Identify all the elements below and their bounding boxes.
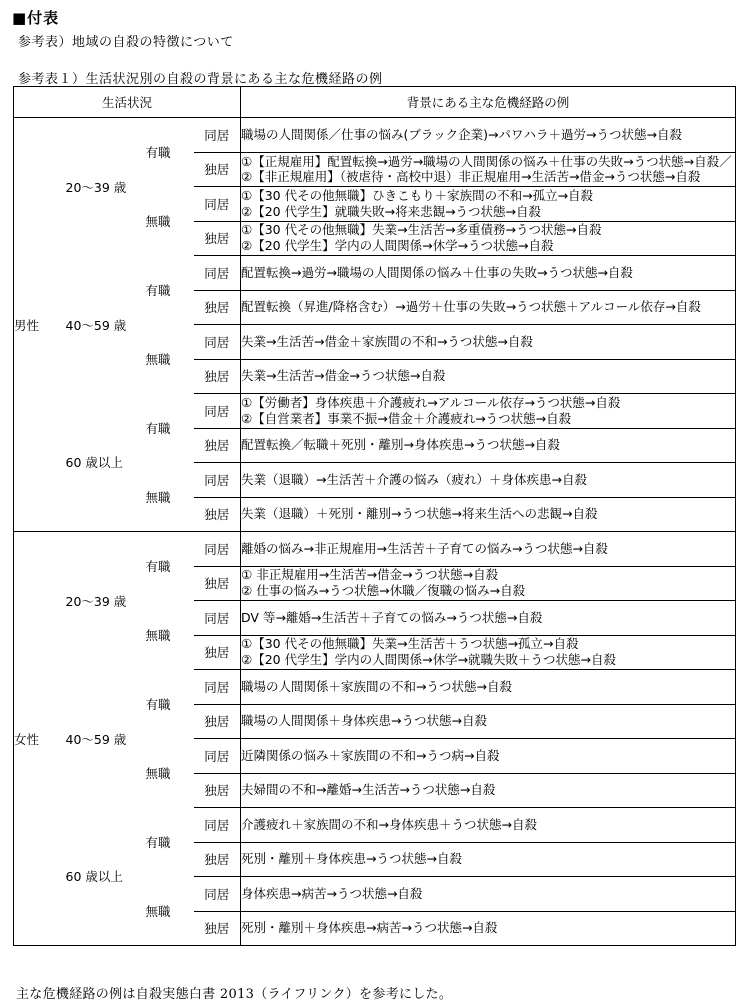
path-cell: 失業→生活苦→借金→うつ状態→自殺 [241,359,736,394]
path-cell: ①【正規雇用】配置転換→過労→職場の人間関係の悩み＋仕事の失敗→うつ状態→自殺／②【非正規雇用】（被虐待・高校中退）非正規雇用→生活苦→借金→うつ状態→自殺 [241,152,736,187]
living-label: 独居 [194,497,241,532]
path-line: ② 仕事の悩み→うつ状態→休職／復職の悩み→自殺 [241,583,526,599]
path-line: ②【20 代学生】学内の人間関係→休学→就職失敗＋うつ状態→自殺 [241,652,617,668]
table-row [14,118,736,153]
path-cell [241,394,736,429]
employment-label: 有職 [145,421,171,436]
living-label: 独居 [194,911,241,946]
employment-label: 無職 [145,214,171,229]
table-row [14,808,736,843]
path-cell: 失業（退職）→生活苦＋介護の悩み（疲れ）＋身体疾患→自殺 [241,463,736,498]
sex-label-female: 女性 [14,532,66,946]
living-label: 同居 [194,739,241,774]
living-label: 同居 [194,463,241,498]
path-cell: 死別・離別＋身体疾患→うつ状態→自殺 [241,842,736,877]
path-cell: 離婚の悩み→非正規雇用→生活苦＋子育ての悩み→うつ状態→自殺 [241,532,736,567]
employment-label: 有職 [145,283,171,298]
path-line: ②【20 代学生】就職失敗→将来悲観→うつ状態→自殺 [241,203,542,219]
path-cell: 失業（退職）＋死別・離別→うつ状態→将来生活への悲観→自殺 [241,497,736,532]
age-label: 40～59 歳 [65,317,127,333]
reference-subheading: 参考表）地域の自殺の特徴について [18,35,234,50]
living-label: 独居 [194,290,241,325]
living-label: 同居 [194,670,241,705]
living-label: 独居 [194,566,241,601]
risk-path-table [13,86,736,946]
living-label: 同居 [194,187,241,222]
path-cell: 配置転換／転職＋死別・離別→身体疾患→うつ状態→自殺 [241,428,736,463]
age-label: 20～39 歳 [65,593,127,609]
living-label: 同居 [194,532,241,567]
age-label: 40～59 歳 [65,731,127,747]
living-label: 同居 [194,601,241,636]
path-cell [241,566,736,601]
path-line: ①【30 代その他無職】失業→生活苦＋うつ状態→孤立→自殺 [241,636,579,652]
table-row [14,532,736,567]
path-cell: 職場の人間関係＋身体疾患→うつ状態→自殺 [241,704,736,739]
employment-label: 無職 [145,766,171,781]
path-cell: 配置転換→過労→職場の人間関係の悩み＋仕事の失敗→うつ状態→自殺 [241,256,736,291]
employment-label: 無職 [145,628,171,643]
path-line: ②【20 代学生】学内の人間関係→休学→うつ状態→自殺 [241,238,554,254]
path-cell: 失業→生活苦→借金＋家族間の不和→うつ状態→自殺 [241,325,736,360]
living-label: 独居 [194,773,241,808]
living-label: 同居 [194,256,241,291]
path-cell [241,187,736,222]
employment-label: 無職 [145,352,171,367]
path-cell: 夫婦間の不和→離婚→生活苦→うつ状態→自殺 [241,773,736,808]
path-cell: 職場の人間関係＋家族間の不和→うつ状態→自殺 [241,670,736,705]
path-cell: 配置転換（昇進/降格含む）→過労＋仕事の失敗→うつ状態＋アルコール依存→自殺 [241,290,736,325]
appendix-heading: ■付表 [12,9,60,27]
path-cell: 死別・離別＋身体疾患→病苦→うつ状態→自殺 [241,911,736,946]
table-title: 参考表１）生活状況別の自殺の背景にある主な危機経路の例 [18,72,383,87]
header-path: 背景にある主な危機経路の例 [241,87,736,118]
living-label: 同居 [194,808,241,843]
living-label: 独居 [194,704,241,739]
living-label: 独居 [194,842,241,877]
age-label: 60 歳以上 [66,808,146,946]
path-cell: 職場の人間関係／仕事の悩み(ブラック企業)→パワハラ＋過労→うつ状態→自殺 [241,118,736,153]
path-cell: DV 等→離婚→生活苦＋子育ての悩み→うつ状態→自殺 [241,601,736,636]
living-label: 同居 [194,877,241,912]
employment-label: 有職 [145,697,171,712]
header-situation: 生活状況 [14,87,241,118]
path-cell: 介護疲れ＋家族間の不和→身体疾患＋うつ状態→自殺 [241,808,736,843]
employment-label: 有職 [145,835,171,850]
living-label: 独居 [194,152,241,187]
living-label: 独居 [194,359,241,394]
path-line: ① 非正規雇用→生活苦→借金→うつ状態→自殺 [241,567,499,583]
source-footnote: 主な危機経路の例は自殺実態白書 2013（ライフリンク）を参考にした。 [16,987,453,1002]
employment-label: 有職 [145,559,171,575]
living-label: 同居 [194,118,241,153]
path-line: ①【労働者】身体疾患＋介護疲れ→アルコール依存→うつ状態→自殺 [241,394,621,410]
employment-label: 有職 [145,145,171,161]
path-cell: 身体疾患→病苦→うつ状態→自殺 [241,877,736,912]
age-label: 20～39 歳 [65,179,127,195]
living-label: 独居 [194,635,241,670]
table-row [14,256,736,291]
sex-label-male: 男性 [14,118,66,532]
living-label: 同居 [194,325,241,360]
path-cell [241,635,736,670]
employment-label: 無職 [146,463,194,532]
living-label: 同居 [194,394,241,429]
path-line: ②【自営業者】事業不振→借金＋介護疲れ→うつ状態→自殺 [241,410,572,426]
living-label: 独居 [194,428,241,463]
path-cell [241,221,736,256]
table-header-row [14,87,736,118]
age-label: 60 歳以上 [66,394,146,532]
path-line: ①【30 代その他無職】ひきこもり＋家族間の不和→孤立→自殺 [241,187,594,203]
path-cell: 近隣関係の悩み＋家族間の不和→うつ病→自殺 [241,739,736,774]
table-row [14,670,736,705]
employment-label: 無職 [146,877,194,946]
path-line: ①【30 代その他無職】失業→生活苦→多重債務→うつ状態→自殺 [241,222,602,238]
living-label: 独居 [194,221,241,256]
table-row [14,394,736,429]
